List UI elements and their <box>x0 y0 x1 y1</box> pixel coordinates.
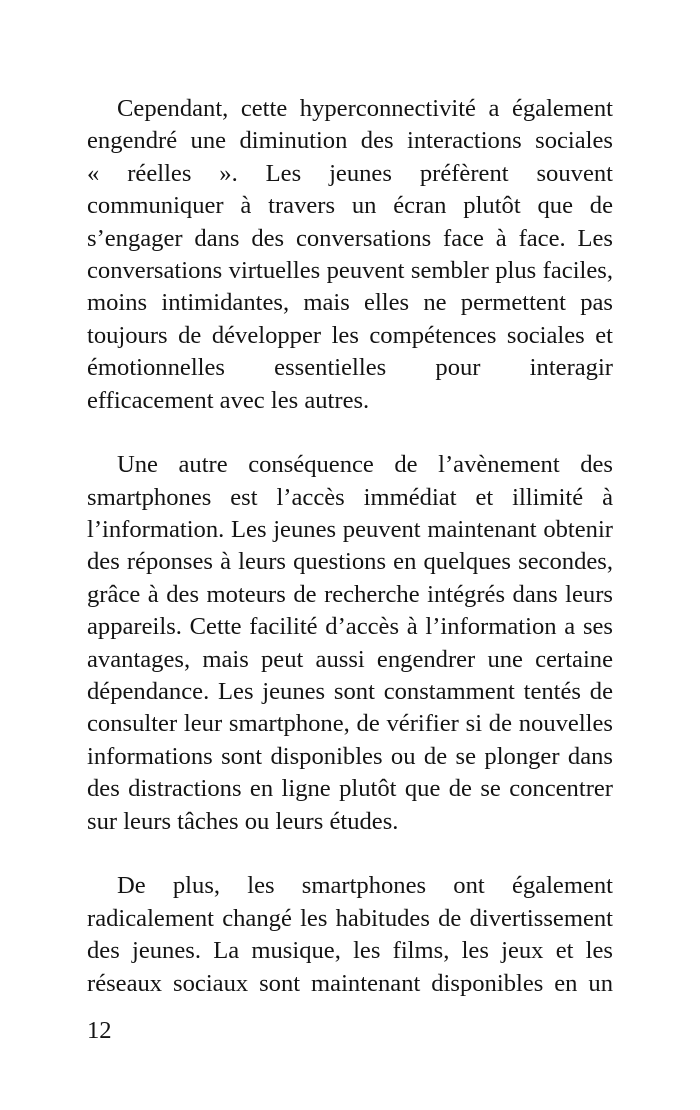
paragraph-2 <box>87 449 613 838</box>
text-line: moins intimidantes, mais elles ne permettent pas <box>87 289 613 317</box>
paragraph-spacer <box>87 838 613 870</box>
text-line: sur leurs tâches ou leurs études. <box>87 807 399 835</box>
text-line: réseaux sociaux sont maintenant disponibles en un <box>87 969 613 997</box>
page-number: 12 <box>87 1017 112 1044</box>
text-line: Une autre conséquence de l’avènement des <box>117 451 613 479</box>
text-line: des jeunes. La musique, les films, les jeux et les <box>87 937 613 965</box>
text-line: informations sont disponibles ou de se plonger dans <box>87 742 613 770</box>
paragraph-spacer <box>87 417 613 449</box>
text-line: s’engager dans des conversations face à face. Les <box>87 224 613 252</box>
text-line: smartphones est l’accès immédiat et illimité à <box>87 483 613 511</box>
text-line: grâce à des moteurs de recherche intégrés dans leurs <box>87 580 613 608</box>
paragraph-3 <box>87 870 613 1000</box>
text-line: consulter leur smartphone, de vérifier si de nouvelles <box>87 710 613 738</box>
text-line: conversations virtuelles peuvent sembler plus faciles, <box>87 256 613 284</box>
text-line: dépendance. Les jeunes sont constamment tentés de <box>87 678 613 706</box>
text-line: Cependant, cette hyperconnectivité a également <box>117 95 613 122</box>
text-line: engendré une diminution des interactions sociales <box>87 127 613 155</box>
text-line: des réponses à leurs questions en quelques secondes, <box>87 548 613 576</box>
text-line: « réelles ». Les jeunes préfèrent souvent <box>87 159 613 187</box>
text-line: toujours de développer les compétences sociales et <box>87 321 613 349</box>
text-line: communiquer à travers un écran plutôt que de <box>87 192 613 220</box>
paragraph-1 <box>87 93 613 417</box>
page-body <box>87 93 613 1000</box>
text-line: émotionnelles essentielles pour interagir <box>87 354 613 382</box>
text-line: avantages, mais peut aussi engendrer une certaine <box>87 645 613 673</box>
text-line: efficacement avec les autres. <box>87 386 370 414</box>
text-line: radicalement changé les habitudes de divertissement <box>87 904 613 932</box>
text-line: appareils. Cette facilité d’accès à l’information a ses <box>87 613 613 641</box>
text-line: des distractions en ligne plutôt que de se concentrer <box>87 775 613 803</box>
text-line: l’information. Les jeunes peuvent maintenant obtenir <box>87 516 613 544</box>
text-line: De plus, les smartphones ont également <box>117 872 613 900</box>
